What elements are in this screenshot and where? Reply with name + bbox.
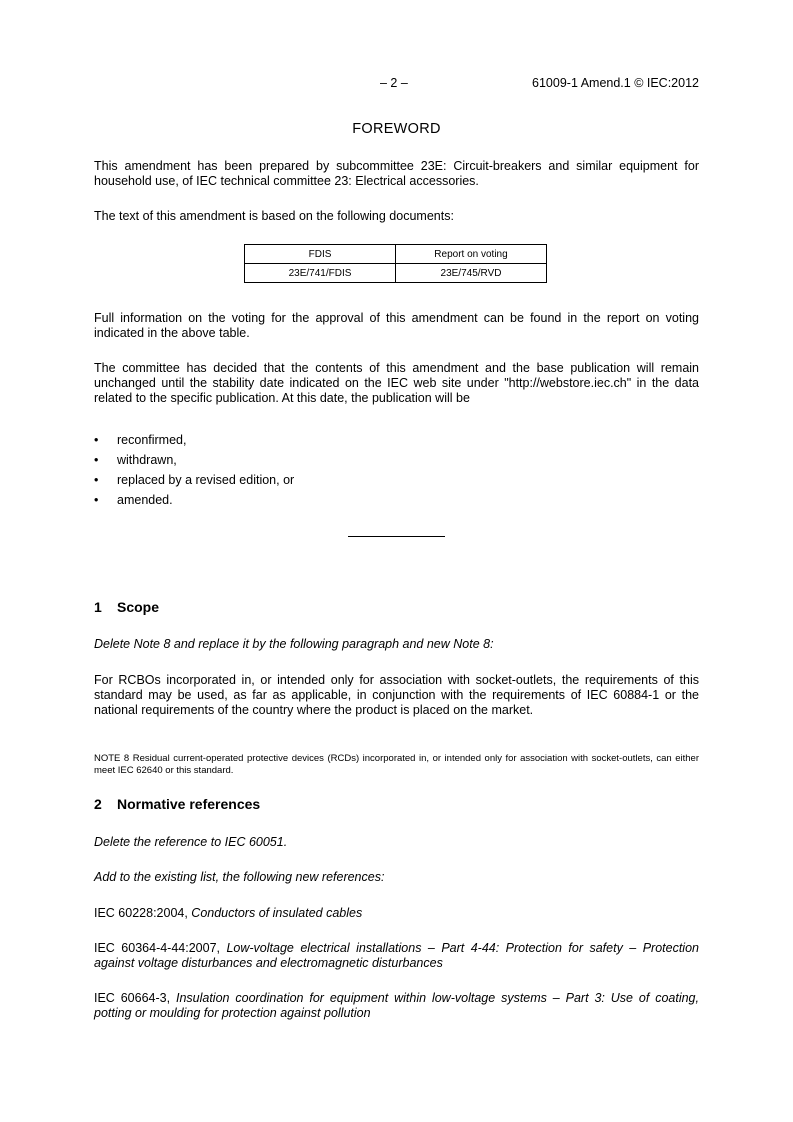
normative-instruction-2: Add to the existing list, the following new references: xyxy=(94,870,385,884)
bullet-marker: • xyxy=(94,473,99,487)
foreword-paragraph-4: The committee has decided that the contents of this amendment and the base publication will remain unchanged until the stability date indicated on the IEC web site under "http://webstore.iec.ch" in the data related to the specific publication. At this date, the publication will be xyxy=(94,361,699,405)
bullet-marker: • xyxy=(94,433,99,447)
section-title: Scope xyxy=(117,599,160,615)
section-heading-scope xyxy=(94,599,699,615)
bullet-marker: • xyxy=(94,453,99,467)
foreword-paragraph-3: Full information on the voting for the approval of this amendment can be found in the report on voting indicated in the above table. xyxy=(94,311,699,340)
reference-code: IEC 60228:2004, xyxy=(94,906,192,920)
reference-code: IEC 60364-4-44:2007, xyxy=(94,941,227,955)
list-item xyxy=(94,453,699,473)
table-row xyxy=(245,264,547,283)
section-title: Normative references xyxy=(117,796,261,812)
list-item-text: amended. xyxy=(117,493,173,507)
page-header xyxy=(94,76,699,94)
section-number: 1 xyxy=(94,599,102,615)
list-item-text: withdrawn, xyxy=(117,453,177,467)
section-heading-normative-references xyxy=(94,796,699,812)
scope-paragraph: For RCBOs incorporated in, or intended only for association with socket-outlets, the requirements of this standard may be used, as far as applicable, in conjunction with the requirements of IEC 60884-1 or the national requirements of the country where the product is placed on the market. xyxy=(94,673,699,717)
section-divider xyxy=(348,536,445,537)
list-item-text: reconfirmed, xyxy=(117,433,187,447)
list-item xyxy=(94,433,699,453)
page-number: – 2 – xyxy=(380,76,408,90)
list-item xyxy=(94,493,699,513)
bullet-list xyxy=(94,433,699,513)
section-number: 2 xyxy=(94,796,102,812)
scope-note: NOTE 8 Residual current-operated protective devices (RCDs) incorporated in, or intended only for association with socket-outlets, can either meet IEC 62640 or this standard. xyxy=(94,753,699,776)
reference-item xyxy=(94,991,699,1021)
reference-item xyxy=(94,906,699,921)
scope-instruction: Delete Note 8 and replace it by the following paragraph and new Note 8: xyxy=(94,637,494,651)
foreword-paragraph-1: This amendment has been prepared by subcommittee 23E: Circuit-breakers and similar equipment for household use, of IEC technical committee 23: Electrical accessories. xyxy=(94,159,699,188)
table-cell: 23E/741/FDIS xyxy=(245,264,396,283)
table-cell: 23E/745/RVD xyxy=(396,264,547,283)
reference-code: IEC 60664-3, xyxy=(94,991,176,1005)
voting-documents-table xyxy=(244,244,547,283)
list-item xyxy=(94,473,699,493)
table-header-row xyxy=(245,245,547,264)
foreword-title: FOREWORD xyxy=(352,121,441,137)
table-header-cell: Report on voting xyxy=(396,245,547,264)
table-header-cell: FDIS xyxy=(245,245,396,264)
reference-title: Insulation coordination for equipment within low-voltage systems – Part 3: Use of coating, potting or moulding for protection against pollution xyxy=(94,991,699,1020)
document-reference: 61009-1 Amend.1 © IEC:2012 xyxy=(532,76,699,90)
normative-instruction-1: Delete the reference to IEC 60051. xyxy=(94,835,288,849)
list-item-text: replaced by a revised edition, or xyxy=(117,473,295,487)
bullet-marker: • xyxy=(94,493,99,507)
reference-title: Low-voltage electrical installations – Part 4-44: Protection for safety – Protection against voltage disturbances and electromagnetic disturbances xyxy=(94,941,699,970)
reference-title: Conductors of insulated cables xyxy=(191,906,363,920)
foreword-paragraph-2: The text of this amendment is based on the following documents: xyxy=(94,209,454,223)
reference-item xyxy=(94,941,699,971)
